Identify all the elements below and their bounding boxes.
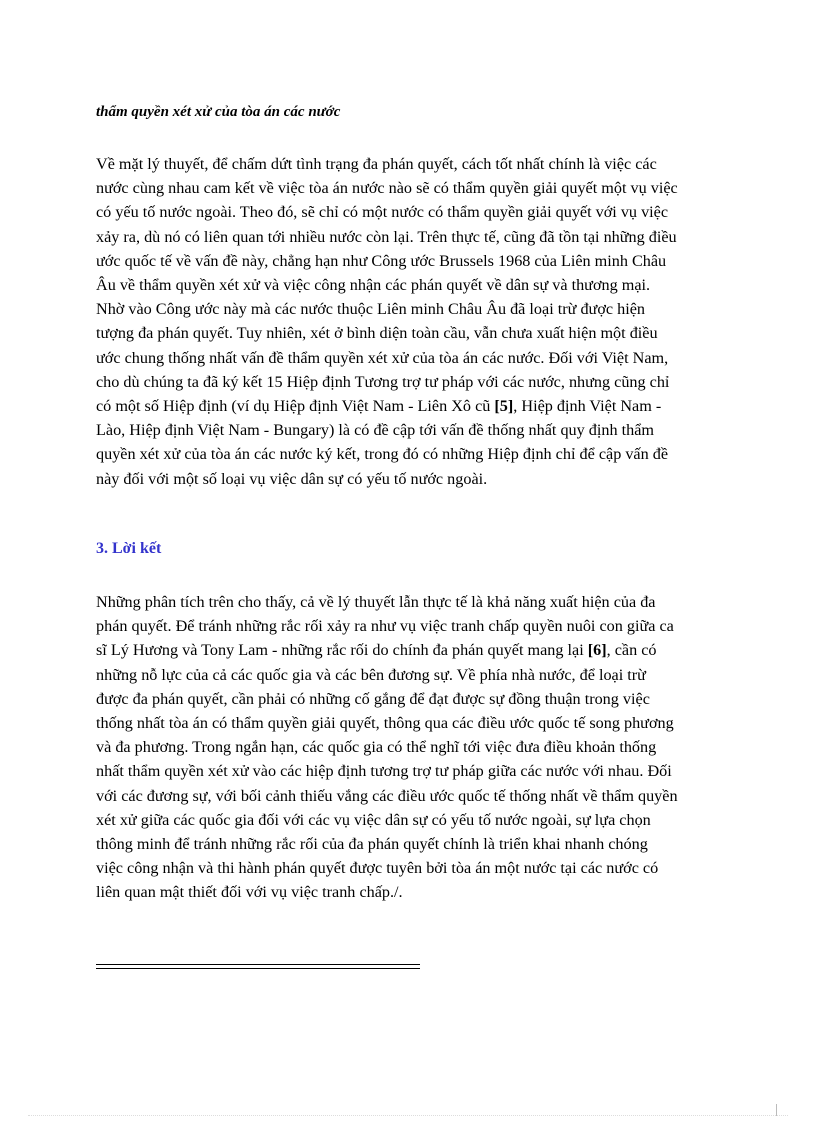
text-line: ước quốc tế về vấn đề này, chẳng hạn như Công ước Brussels 1968 của Liên minh Châu (96, 251, 667, 270)
text-line: cho dù chúng ta đã ký kết 15 Hiệp định Tương trợ tư pháp với các nước, nhưng cũng chỉ (96, 372, 670, 391)
text-line: ước chung thống nhất vấn đề thẩm quyền xét xử của tòa án các nước. Đối với Việt Nam, (96, 348, 669, 367)
section-title-conclusion: 3. Lời kết (96, 540, 162, 557)
text-line: và đa phương. Trong ngắn hạn, các quốc gia có thể nghĩ tới việc đưa điều khoản thống (96, 738, 657, 757)
text-line: xảy ra, dù nó có liên quan tới nhiều nước còn lại. Trên thực tế, cũng đã tồn tại những điều (96, 227, 677, 246)
text-line: Những phân tích trên cho thấy, cả về lý thuyết lẫn thực tế là khả năng xuất hiện của đa (96, 593, 656, 611)
text-line: Nhờ vào Công ước này mà các nước thuộc Liên minh Châu Âu đã loại trừ được hiện (96, 300, 645, 319)
section-heading-italic: thẩm quyền xét xử của tòa án các nước (96, 104, 341, 120)
text-line: xét xử giữa các quốc gia đối với các vụ việc dân sự có yếu tố nước ngoài, sự lựa chọn (96, 810, 651, 829)
text-segment: , cần có (606, 641, 657, 660)
text-line: những nỗ lực của cả các quốc gia và các bên đương sự. Về phía nhà nước, để loại trừ (96, 665, 646, 684)
footnote-separator-line (96, 968, 420, 969)
paragraph-conclusion (96, 590, 726, 905)
text-line-with-reference (96, 394, 726, 418)
text-line: nước cùng nhau cam kết về việc tòa án nước nào sẽ có thẩm quyền giải quyết một vụ việc (96, 179, 678, 198)
text-line: liên quan mật thiết đối với vụ việc tranh chấp./. (96, 883, 403, 902)
paragraph-theory (96, 152, 726, 491)
text-line-with-reference (96, 638, 726, 662)
text-line: với các đương sự, với bối cảnh thiếu vắng các điều ước quốc tế thống nhất về thẩm quyền (96, 786, 678, 805)
text-line: có yếu tố nước ngoài. Theo đó, sẽ chỉ có một nước có thẩm quyền giải quyết với vụ việc (96, 203, 669, 222)
page-corner-mark (776, 1104, 787, 1116)
reference-link-6[interactable]: [6] (587, 641, 607, 660)
text-line: việc công nhận và thi hành phán quyết được tuyên bởi tòa án một nước tại các nước có (96, 859, 659, 878)
text-line: thống nhất tòa án có thẩm quyền giải quyết, thông qua các điều ước quốc tế song phương (96, 714, 674, 733)
page-bottom-border (28, 1115, 788, 1116)
text-line: quyền xét xử của tòa án các nước ký kết, trong đó có những Hiệp định chỉ để cập vấn đề (96, 445, 669, 464)
text-segment: , Hiệp định Việt Nam - (513, 397, 662, 416)
text-line: Âu về thẩm quyền xét xử và việc công nhận các phán quyết về dân sự và thương mại. (96, 276, 651, 295)
text-line: này đối với một số loại vụ việc dân sự có yếu tố nước ngoài. (96, 469, 488, 488)
text-line: thông minh để tránh những rắc rối của đa phán quyết chính là triển khai nhanh chóng (96, 835, 648, 854)
text-line: nhất thẩm quyền xét xử vào các hiệp định tương trợ tư pháp giữa các nước với nhau. Đối (96, 762, 672, 781)
text-line: Lào, Hiệp định Việt Nam - Bungary) là có đề cập tới vấn đề thống nhất quy định thẩm (96, 421, 654, 440)
text-line: phán quyết. Để tránh những rắc rối xảy ra như vụ việc tranh chấp quyền nuôi con giữa ca (96, 617, 674, 636)
text-line: tượng đa phán quyết. Tuy nhiên, xét ở bình diện toàn cầu, vẫn chưa xuất hiện một điều (96, 324, 658, 343)
text-line: Về mặt lý thuyết, để chấm dứt tình trạng đa phán quyết, cách tốt nhất chính là việc các (96, 155, 657, 173)
text-segment: sĩ Lý Hương và Tony Lam - những rắc rối do chính đa phán quyết mang lại (96, 641, 588, 660)
text-segment: có một số Hiệp định (ví dụ Hiệp định Việt Nam - Liên Xô cũ (96, 397, 495, 416)
footnote-separator-line (96, 964, 420, 965)
text-line: được đa phán quyết, cần phải có những cố gắng để đạt được sự đồng thuận trong việc (96, 689, 650, 708)
reference-link-5[interactable]: [5] (494, 397, 514, 416)
